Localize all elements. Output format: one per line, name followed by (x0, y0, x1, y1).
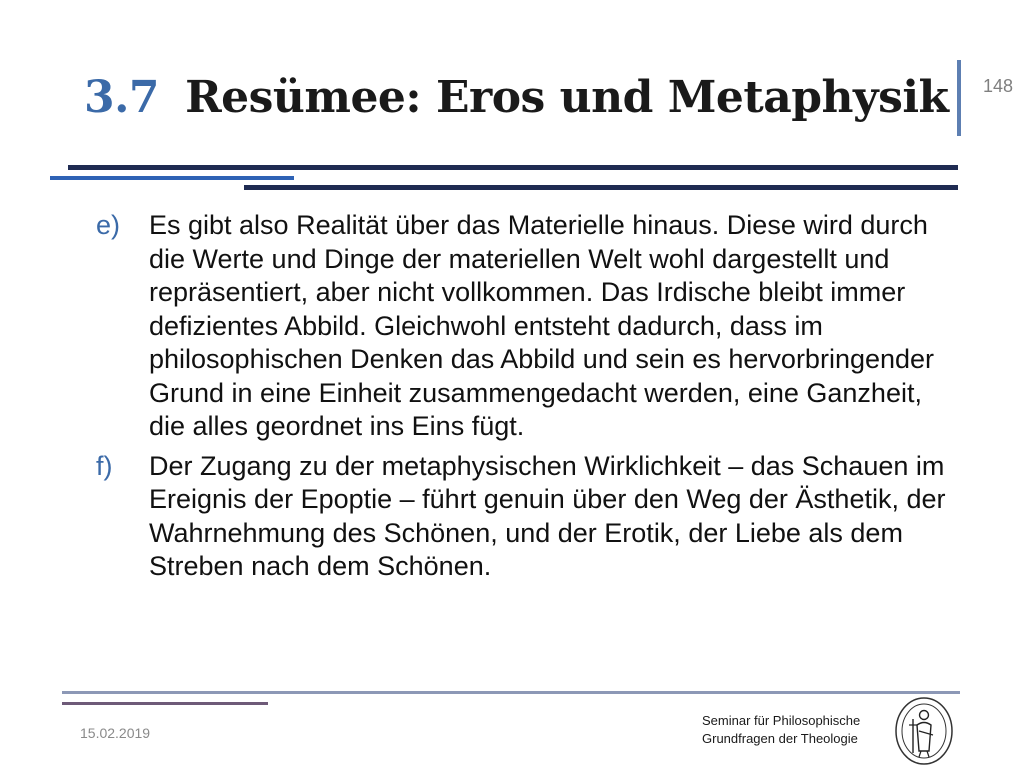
page-number: 148 (983, 76, 1014, 96)
list-item-text: Der Zugang zu der metaphysischen Wirklichkeit – das Schauen im Ereignis der Epoptie – führt genuin über den Weg der Ästhetik, der Wahrnehmung des Schönen, und der Erotik, der Liebe als dem Streben nach dem Schönen. (149, 450, 946, 581)
section-number: 3.7 (84, 72, 160, 123)
footer-date: 15.02.2019 (80, 725, 151, 741)
footer-rule-accent (62, 702, 268, 705)
institution-line-2: Grundfragen der Theologie (702, 731, 858, 746)
decorative-bar-top (68, 165, 958, 170)
decorative-bar-bottom (244, 185, 958, 190)
bullet-list (96, 209, 946, 590)
slide-title (84, 68, 949, 128)
decorative-bar-accent (50, 176, 294, 180)
list-item (96, 450, 946, 584)
institution-line-1: Seminar für Philosophische (702, 713, 861, 728)
list-item (96, 209, 946, 444)
footer-rule (62, 691, 960, 694)
list-marker: f) (96, 450, 113, 481)
title-divider (957, 60, 961, 136)
title-text: Resümee: Eros und Metaphysik (185, 72, 949, 123)
list-item-text: Es gibt also Realität über das Materielle hinaus. Diese wird durch die Werte und Dinge der materiellen Welt wohl dargestellt und repräsentiert, aber nicht vollkommen. Das Irdische bleibt immer defizientes Abbild. Gleichwohl entsteht dadurch, dass im philosophischen Denken das Abbild und sein es hervorbringender Grund in eine Einheit zusammengedacht werden, eine Ganzheit, die alles geordnet ins Eins fügt. (149, 210, 935, 441)
list-marker: e) (96, 210, 121, 240)
footer-institution (702, 712, 902, 748)
university-seal-icon (893, 695, 955, 767)
